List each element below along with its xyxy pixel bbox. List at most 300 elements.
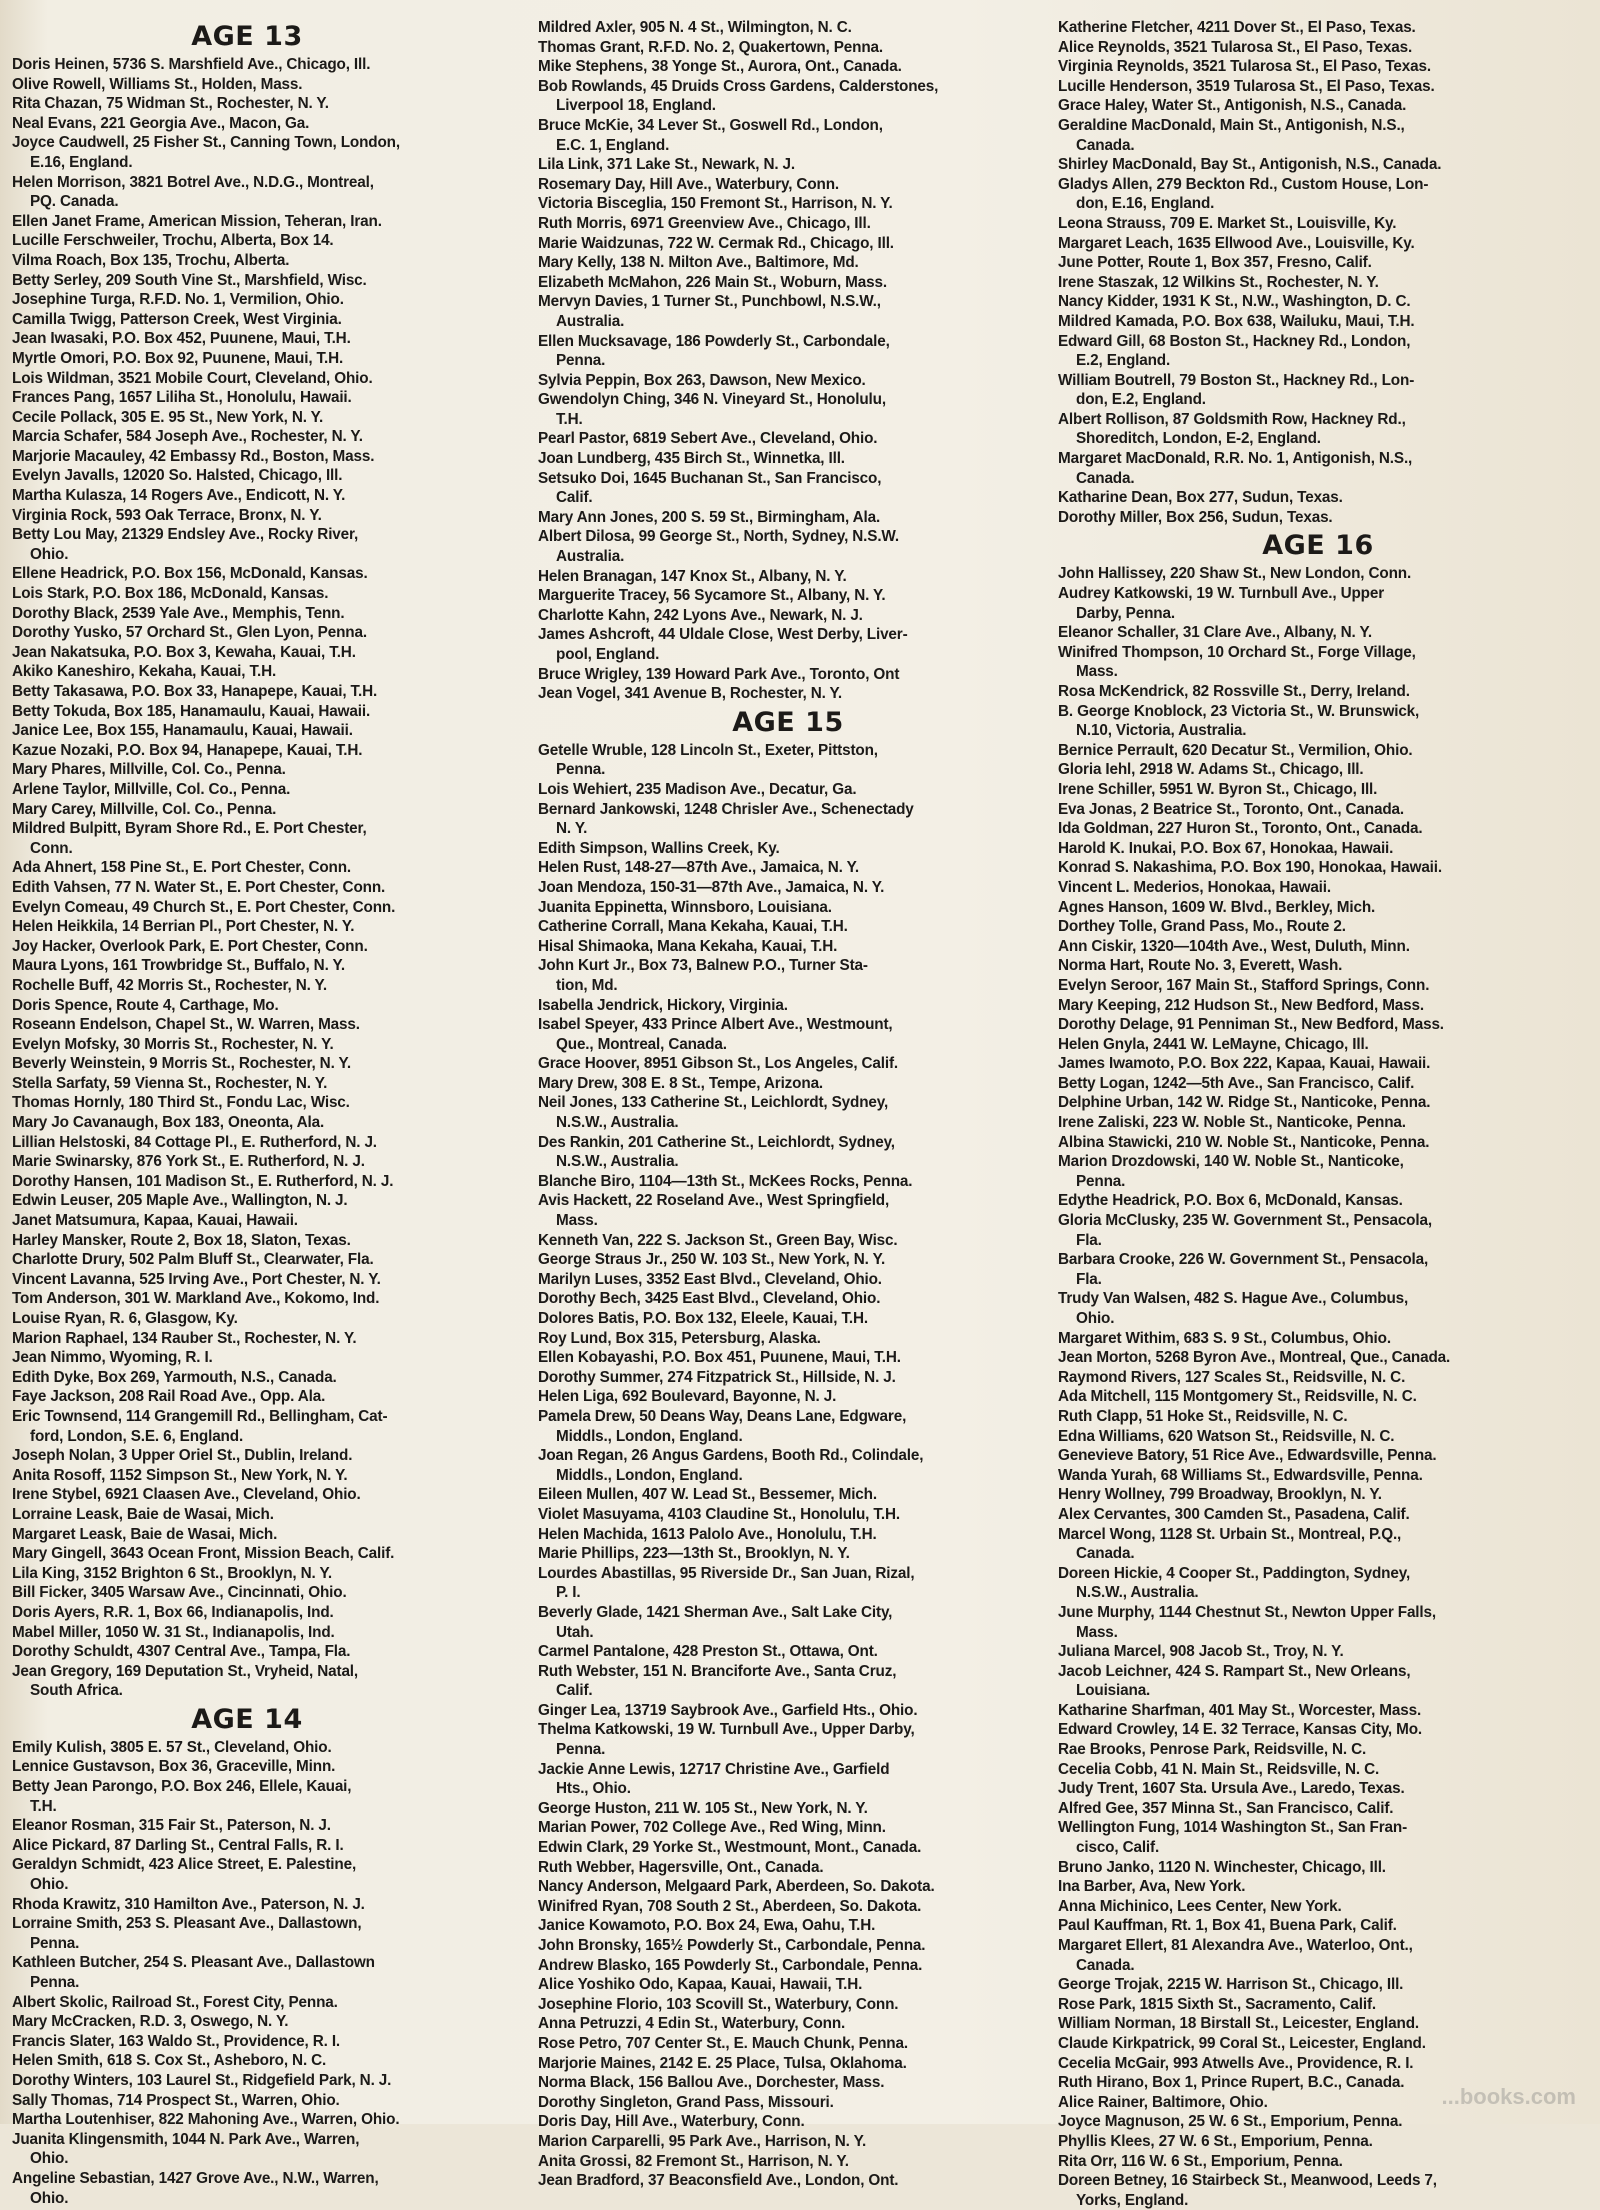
entry-text: Jean Vogel, 341 Avenue B, Rochester, N. Y. — [538, 685, 843, 703]
entry-text: Margaret Withim, 683 S. 9 St., Columbus, Ohio. — [1058, 1329, 1391, 1347]
pen-pal-entry — [1058, 116, 1578, 155]
entry-text: Jean Morton, 5268 Byron Ave., Montreal, Que., Canada. — [1058, 1349, 1451, 1367]
pen-pal-entry — [1058, 96, 1578, 116]
pen-pal-entry — [538, 586, 1038, 606]
pen-pal-entry — [1058, 1662, 1578, 1701]
pen-pal-entry — [538, 2152, 1038, 2172]
pen-pal-entry — [1058, 878, 1578, 898]
entry-text: Winifred Ryan, 708 South 2 St., Aberdeen, So. Dakota. — [538, 1897, 922, 1915]
pen-pal-entry — [1058, 449, 1578, 488]
pen-pal-entry — [538, 2073, 1038, 2093]
entry-text: Edna Williams, 620 Watson St., Reidsville, N. C. — [1058, 1427, 1395, 1445]
entry-text: Marie Waidzunas, 722 W. Cermak Rd., Chicago, Ill. — [538, 234, 894, 252]
pen-pal-entry — [12, 1855, 482, 1894]
pen-pal-entry — [538, 155, 1038, 175]
pen-pal-entry — [538, 1877, 1038, 1897]
pen-pal-entry — [12, 878, 482, 898]
pen-pal-entry — [538, 1544, 1038, 1564]
pen-pal-entry — [12, 1329, 482, 1349]
pen-pal-entry — [12, 271, 482, 291]
entry-continuation: Ohio. — [30, 2189, 69, 2207]
entry-text: Bernice Perrault, 620 Decatur St., Vermilion, Ohio. — [1058, 741, 1413, 759]
pen-pal-entry — [1058, 1720, 1578, 1740]
pen-pal-entry — [12, 75, 482, 95]
entry-text: Rose Park, 1815 Sixth St., Sacramento, Calif. — [1058, 1995, 1377, 2013]
pen-pal-entry — [12, 662, 482, 682]
entry-text: Sylvia Peppin, Box 263, Dawson, New Mexico. — [538, 371, 866, 389]
pen-pal-entry — [1058, 1054, 1578, 1074]
entry-text: Stella Sarfaty, 59 Vienna St., Rochester, N. Y. — [12, 1074, 328, 1092]
pen-pal-entry — [538, 18, 1038, 38]
entry-text: Victoria Bisceglia, 150 Fremont St., Harrison, N. Y. — [538, 195, 893, 213]
entry-text: Mike Stephens, 38 Yonge St., Aurora, Ont., Canada. — [538, 58, 902, 76]
pen-pal-entry — [1058, 1975, 1578, 1995]
pen-pal-entry — [1058, 273, 1578, 293]
entry-text: Dorothy Singleton, Grand Pass, Missouri. — [538, 2093, 834, 2111]
pen-pal-entry — [538, 2171, 1038, 2191]
entry-text: Isabel Speyer, 433 Prince Albert Ave., Westmount, — [538, 1016, 893, 1034]
pen-pal-entry — [1058, 1035, 1578, 1055]
entry-text: Anna Petruzzi, 4 Edin St., Waterbury, Conn. — [538, 2015, 846, 2033]
entry-text: Eric Townsend, 114 Grangemill Rd., Bellingham, Cat- — [12, 1407, 388, 1425]
pen-pal-entry — [1058, 1799, 1578, 1819]
entry-text: Wanda Yurah, 68 Williams St., Edwardsville, Penna. — [1058, 1466, 1423, 1484]
pen-pal-entry — [12, 94, 482, 114]
pen-pal-entry — [538, 1015, 1038, 1054]
entry-text: Doris Spence, Route 4, Carthage, Mo. — [12, 996, 279, 1014]
entry-continuation: tion, Md. — [556, 976, 618, 994]
pen-pal-entry — [538, 1485, 1038, 1505]
entry-text: Anita Rosoff, 1152 Simpson St., New York, N. Y. — [12, 1466, 348, 1484]
pen-pal-entry — [12, 1836, 482, 1856]
entry-text: Bruce McKie, 34 Lever St., Goswell Rd., London, — [538, 116, 883, 134]
entry-text: Rose Petro, 707 Center St., E. Mauch Chunk, Penna. — [538, 2034, 908, 2052]
entry-continuation: Liverpool 18, England. — [556, 97, 716, 115]
pen-pal-entry — [12, 1466, 482, 1486]
entry-text: Vilma Roach, Box 135, Trochu, Alberta. — [12, 251, 290, 269]
pen-pal-entry — [538, 1858, 1038, 1878]
entry-continuation: Canada. — [1076, 1956, 1135, 1974]
pen-pal-entry — [1058, 57, 1578, 77]
entry-continuation: PQ. Canada. — [30, 193, 119, 211]
pen-pal-entry — [12, 251, 482, 271]
entry-text: Juliana Marcel, 908 Jacob St., Troy, N. Y. — [1058, 1643, 1344, 1661]
entry-text: James Ashcroft, 44 Uldale Close, West Derby, Liver- — [538, 626, 908, 644]
pen-pal-entry — [538, 234, 1038, 254]
entry-text: Gloria Iehl, 2918 W. Adams St., Chicago, Ill. — [1058, 761, 1364, 779]
entry-text: Jacob Leichner, 424 S. Rampart St., New Orleans, — [1058, 1662, 1411, 1680]
pen-pal-entry — [12, 1757, 482, 1777]
pen-pal-entry — [538, 38, 1038, 58]
entry-text: Rosemary Day, Hill Ave., Waterbury, Conn. — [538, 175, 839, 193]
pen-pal-entry — [1058, 1368, 1578, 1388]
pen-pal-entry — [538, 1956, 1038, 1976]
entry-text: Lucille Henderson, 3519 Tularosa St., El Paso, Texas. — [1058, 77, 1435, 95]
pen-pal-entry — [538, 1368, 1038, 1388]
pen-pal-entry — [12, 1777, 482, 1816]
entry-text: John Kurt Jr., Box 73, Balnew P.O., Turner Sta- — [538, 957, 868, 975]
entry-text: Rita Orr, 116 W. 6 St., Emporium, Penna. — [1058, 2152, 1343, 2170]
entry-text: Lois Wehiert, 235 Madison Ave., Decatur, Ga. — [538, 780, 857, 798]
pen-pal-entry — [1058, 77, 1578, 97]
entry-continuation: Fla. — [1076, 1231, 1102, 1249]
entry-text: Edward Gill, 68 Boston St., Hackney Rd., London, — [1058, 332, 1411, 350]
entry-text: Katharine Sharfman, 401 May St., Worcester, Mass. — [1058, 1701, 1422, 1719]
pen-pal-entry — [1058, 800, 1578, 820]
age-heading: AGE 14 — [191, 1703, 303, 1735]
pen-pal-entry — [1058, 1289, 1578, 1328]
pen-pal-entry — [1058, 1191, 1578, 1211]
pen-pal-entry — [538, 527, 1038, 566]
pen-pal-entry — [12, 1544, 482, 1564]
entry-text: Edith Vahsen, 77 N. Water St., E. Port Chester, Conn. — [12, 878, 386, 896]
pen-pal-entry — [12, 1054, 482, 1074]
entry-text: Kazue Nozaki, P.O. Box 94, Hanapepe, Kauai, T.H. — [12, 741, 363, 759]
pen-pal-entry — [538, 1525, 1038, 1545]
pen-pal-entry — [12, 643, 482, 663]
entry-text: Judy Trent, 1607 Sta. Ursula Ave., Laredo, Texas. — [1058, 1780, 1405, 1798]
pen-pal-entry — [12, 466, 482, 486]
pen-pal-entry — [538, 2132, 1038, 2152]
entry-text: Eleanor Schaller, 31 Clare Ave., Albany, N. Y. — [1058, 624, 1372, 642]
pen-pal-entry — [1058, 2112, 1578, 2132]
entry-continuation: Penna. — [556, 761, 606, 779]
entry-text: Myrtle Omori, P.O. Box 92, Puunene, Maui, T.H. — [12, 349, 344, 367]
entry-text: Hisal Shimaoka, Mana Kekaha, Kauai, T.H. — [538, 937, 838, 955]
entry-text: Dolores Batis, P.O. Box 132, Eleele, Kauai, T.H. — [538, 1310, 869, 1327]
pen-pal-entry — [12, 1113, 482, 1133]
pen-pal-entry — [1058, 1701, 1578, 1721]
entry-text: Pearl Pastor, 6819 Sebert Ave., Cleveland, Ohio. — [538, 430, 878, 448]
entry-text: Martha Loutenhiser, 822 Mahoning Ave., Warren, Ohio. — [12, 2111, 400, 2129]
entry-text: Marcel Wong, 1128 St. Urbain St., Montreal, P.Q., — [1058, 1525, 1402, 1543]
entry-continuation: Australia. — [556, 312, 625, 330]
pen-pal-entry — [12, 702, 482, 722]
entry-text: Charlotte Drury, 502 Palm Bluff St., Clearwater, Fla. — [12, 1251, 374, 1269]
pen-pal-entry — [12, 800, 482, 820]
pen-pal-entry — [12, 1564, 482, 1584]
entry-text: Irene Zaliski, 223 W. Noble St., Nanticoke, Penna. — [1058, 1114, 1406, 1132]
entry-text: Dorothy Black, 2539 Yale Ave., Memphis, Tenn. — [12, 604, 345, 622]
pen-pal-entry — [12, 858, 482, 878]
entry-text: Eva Jonas, 2 Beatrice St., Toronto, Ont., Canada. — [1058, 800, 1404, 818]
pen-pal-entry — [12, 1407, 482, 1446]
pen-pal-entry — [12, 55, 482, 75]
entry-continuation: Middls., London, England. — [556, 1466, 743, 1484]
entry-continuation: T.H. — [30, 1797, 57, 1815]
entry-text: Doris Heinen, 5736 S. Marshfield Ave., Chicago, Ill. — [12, 56, 371, 73]
column-3 — [1058, 18, 1578, 2209]
pen-pal-entry — [1058, 234, 1578, 254]
entry-text: Doreen Hickie, 4 Cooper St., Paddington, Sydney, — [1058, 1564, 1411, 1582]
pen-pal-entry — [538, 839, 1038, 859]
entry-text: Trudy Van Walsen, 482 S. Hague Ave., Columbus, — [1058, 1290, 1409, 1308]
entry-text: Anna Michinico, Lees Center, New York. — [1058, 1897, 1342, 1915]
pen-pal-entry — [12, 1505, 482, 1525]
entry-text: Thelma Katkowski, 19 W. Turnbull Ave., Upper Darby, — [538, 1721, 915, 1739]
pen-pal-entry — [12, 819, 482, 858]
pen-pal-entry — [12, 1093, 482, 1113]
pen-pal-entry — [12, 1250, 482, 1270]
pen-pal-entry — [1058, 410, 1578, 449]
column-2 — [538, 18, 1038, 2190]
pen-pal-entry — [12, 525, 482, 564]
pen-pal-entry — [1058, 917, 1578, 937]
pen-pal-entry — [538, 741, 1038, 780]
pen-pal-entry — [12, 388, 482, 408]
entry-text: Marian Power, 702 College Ave., Red Wing, Minn. — [538, 1819, 886, 1837]
entry-text: Irene Stybel, 6921 Claasen Ave., Cleveland, Ohio. — [12, 1486, 361, 1504]
entry-text: Lillian Helstoski, 84 Cottage Pl., E. Rutherford, N. J. — [12, 1133, 377, 1151]
entry-text: George Huston, 211 W. 105 St., New York, N. Y. — [538, 1799, 868, 1817]
pen-pal-entry — [12, 1368, 482, 1388]
pen-pal-entry — [538, 2054, 1038, 2074]
pen-pal-entry — [538, 1329, 1038, 1349]
entry-text: Mabel Miller, 1050 W. 31 St., Indianapolis, Ind. — [12, 1623, 335, 1641]
pen-pal-entry — [538, 1936, 1038, 1956]
entry-text: Joan Mendoza, 150-31—87th Ave., Jamaica, N. Y. — [538, 878, 885, 896]
entry-text: Helen Branagan, 147 Knox St., Albany, N. Y. — [538, 567, 847, 585]
entry-text: Shirley MacDonald, Bay St., Antigonish, N.S., Canada. — [1058, 156, 1442, 174]
entry-text: Helen Heikkila, 14 Berrian Pl., Port Chester, N. Y. — [12, 918, 355, 936]
pen-pal-entry — [1058, 253, 1578, 273]
pen-pal-entry — [12, 1446, 482, 1466]
pen-pal-entry — [1058, 858, 1578, 878]
entry-text: Neal Evans, 221 Georgia Ave., Macon, Ga. — [12, 114, 310, 132]
entry-text: Beverly Glade, 1421 Sherman Ave., Salt Lake City, — [538, 1603, 893, 1621]
pen-pal-entry — [1058, 1916, 1578, 1936]
pen-pal-entry — [1058, 1250, 1578, 1289]
entry-text: Bernard Jankowski, 1248 Chrisler Ave., Schenectady — [538, 800, 914, 818]
entry-continuation: E.C. 1, England. — [556, 136, 670, 154]
pen-pal-entry — [1058, 1564, 1578, 1603]
pen-pal-entry — [538, 214, 1038, 234]
pen-pal-entry — [538, 1133, 1038, 1172]
entry-continuation: Penna. — [1076, 1172, 1126, 1190]
pen-pal-entry — [538, 2112, 1038, 2132]
entry-continuation: T.H. — [556, 410, 583, 428]
entry-text: Edwin Clark, 29 Yorke St., Westmount, Mont., Canada. — [538, 1839, 922, 1857]
pen-pal-entry — [538, 1662, 1038, 1701]
pen-pal-entry — [1058, 1897, 1578, 1917]
entry-text: Joyce Magnuson, 25 W. 6 St., Emporium, Penna. — [1058, 2113, 1403, 2131]
pen-pal-entry — [1058, 2014, 1578, 2034]
column-1 — [12, 18, 482, 2207]
pen-pal-entry — [538, 371, 1038, 391]
entry-text: Mary Jo Cavanaugh, Box 183, Oneonta, Ala. — [12, 1114, 325, 1132]
entry-text: Dorothy Winters, 103 Laurel St., Ridgefield Park, N. J. — [12, 2071, 392, 2089]
pen-pal-entry — [538, 996, 1038, 1016]
entry-text: Leona Strauss, 709 E. Market St., Louisville, Ky. — [1058, 214, 1397, 232]
pen-pal-entry — [538, 273, 1038, 293]
pen-pal-entry — [12, 1525, 482, 1545]
entry-text: Marion Drozdowski, 140 W. Noble St., Nanticoke, — [1058, 1153, 1404, 1171]
pen-pal-entry — [538, 1054, 1038, 1074]
entry-text: Norma Hart, Route No. 3, Everett, Wash. — [1058, 957, 1343, 975]
entry-text: Josephine Turga, R.F.D. No. 1, Vermilion, Ohio. — [12, 291, 344, 309]
entry-text: Des Rankin, 201 Catherine St., Leichlordt, Sydney, — [538, 1133, 895, 1151]
entry-text: Elizabeth McMahon, 226 Main St., Woburn, Mass. — [538, 273, 887, 291]
entry-text: Dorothy Bech, 3425 East Blvd., Cleveland, Ohio. — [538, 1290, 881, 1308]
entry-text: Margaret Ellert, 81 Alexandra Ave., Waterloo, Ont., — [1058, 1937, 1413, 1954]
pen-pal-entry — [12, 1270, 482, 1290]
pen-pal-entry — [1058, 1740, 1578, 1760]
entry-text: Avis Hackett, 22 Roseland Ave., West Springfield, — [538, 1192, 890, 1210]
pen-pal-entry — [12, 721, 482, 741]
pen-pal-entry — [12, 1172, 482, 1192]
entry-text: Marcia Schafer, 584 Joseph Ave., Rochester, N. Y. — [12, 428, 363, 446]
entry-continuation: Mass. — [1076, 1623, 1118, 1641]
pen-pal-entry — [1058, 1858, 1578, 1878]
pen-pal-entry — [12, 2012, 482, 2032]
entry-text: Joy Hacker, Overlook Park, E. Port Chester, Conn. — [12, 937, 368, 955]
pen-pal-entry — [538, 175, 1038, 195]
pen-pal-entry — [538, 665, 1038, 685]
pen-pal-entry — [1058, 1074, 1578, 1094]
entry-text: Marjorie Macauley, 42 Embassy Rd., Boston, Mass. — [12, 447, 375, 465]
pen-pal-entry — [1058, 780, 1578, 800]
entry-text: Lennice Gustavson, Box 36, Graceville, Minn. — [12, 1758, 336, 1776]
pen-pal-entry — [538, 1505, 1038, 1525]
pen-pal-entry — [12, 1309, 482, 1329]
entry-text: Lila King, 3152 Brighton 6 St., Brooklyn, N. Y. — [12, 1564, 332, 1582]
pen-pal-entry — [12, 760, 482, 780]
entry-text: Isabella Jendrick, Hickory, Virginia. — [538, 996, 788, 1014]
pen-pal-entry — [12, 1348, 482, 1368]
entry-text: Dorothy Yusko, 57 Orchard St., Glen Lyon, Penna. — [12, 624, 367, 642]
entry-text: Lorraine Smith, 253 S. Pleasant Ave., Dallastown, — [12, 1915, 362, 1933]
entry-text: Audrey Katkowski, 19 W. Turnbull Ave., Upper — [1058, 585, 1385, 603]
entry-continuation: E.2, England. — [1076, 352, 1171, 370]
pen-pal-entry — [12, 996, 482, 1016]
pen-pal-entry — [12, 1914, 482, 1953]
entry-text: James Iwamoto, P.O. Box 222, Kapaa, Kauai, Hawaii. — [1058, 1055, 1431, 1073]
entry-text: Jean Gregory, 169 Deputation St., Vryheid, Natal, — [12, 1662, 359, 1680]
pen-pal-entry — [538, 1093, 1038, 1132]
pen-pal-entry — [1058, 1348, 1578, 1368]
pen-pal-entry — [1058, 508, 1578, 528]
entry-text: Alice Pickard, 87 Darling St., Central Falls, R. I. — [12, 1836, 344, 1854]
pen-pal-entry — [1058, 1760, 1578, 1780]
pen-pal-entry — [12, 1623, 482, 1643]
pen-pal-entry — [12, 133, 482, 172]
entry-text: Rochelle Buff, 42 Morris St., Rochester, N. Y. — [12, 976, 327, 994]
pen-pal-entry — [538, 1172, 1038, 1192]
age-heading: AGE 13 — [191, 21, 303, 52]
pen-pal-entry — [1058, 18, 1578, 38]
entry-text: Doris Day, Hill Ave., Waterbury, Conn. — [538, 2113, 805, 2131]
entry-text: Betty Takasawa, P.O. Box 33, Hanapepe, Kauai, T.H. — [12, 683, 378, 700]
entry-text: Janice Kowamoto, P.O. Box 24, Ewa, Oahu, T.H. — [538, 1917, 876, 1935]
entry-continuation: ford, London, S.E. 6, England. — [30, 1427, 244, 1445]
entry-text: Ginger Lea, 13719 Saybrook Ave., Garfield Hts., Ohio. — [538, 1701, 918, 1719]
watermark: ...books.com — [1441, 2084, 1576, 2109]
pen-pal-entry — [1058, 702, 1578, 741]
entry-continuation: N.10, Victoria, Australia. — [1076, 722, 1247, 740]
pen-pal-entry — [12, 2091, 482, 2111]
pen-pal-entry — [1058, 1211, 1578, 1250]
entry-text: Marguerite Tracey, 56 Sycamore St., Albany, N. Y. — [538, 587, 886, 605]
entry-text: Delphine Urban, 142 W. Ridge St., Nanticoke, Penna. — [1058, 1094, 1431, 1112]
entry-text: Margaret Leask, Baie de Wasai, Mich. — [12, 1525, 278, 1543]
entry-continuation: Conn. — [30, 839, 73, 857]
pen-pal-entry — [538, 800, 1038, 839]
entry-continuation: Fla. — [1076, 1270, 1102, 1288]
pen-pal-entry — [1058, 214, 1578, 234]
entry-continuation: Ohio. — [30, 1876, 69, 1894]
entry-text: Lila Link, 371 Lake St., Newark, N. J. — [538, 156, 796, 174]
pen-pal-entry — [12, 486, 482, 506]
pen-pal-entry — [538, 898, 1038, 918]
pen-pal-entry — [12, 290, 482, 310]
pen-pal-entry — [538, 1191, 1038, 1230]
pen-pal-entry — [1058, 1407, 1578, 1427]
pen-pal-entry — [538, 292, 1038, 331]
entry-text: Claude Kirkpatrick, 99 Coral St., Leicester, England. — [1058, 2034, 1426, 2052]
entry-text: Alex Cervantes, 300 Camden St., Pasadena, Calif. — [1058, 1505, 1410, 1523]
pen-pal-entry — [12, 741, 482, 761]
entry-text: Cecile Pollack, 305 E. 95 St., New York, N. Y. — [12, 408, 324, 426]
pen-pal-entry — [538, 1074, 1038, 1094]
entry-text: Joan Lundberg, 435 Birch St., Winnetka, Ill. — [538, 450, 845, 468]
entry-continuation: Louisiana. — [1076, 1682, 1151, 1700]
pen-pal-entry — [538, 1799, 1038, 1819]
entry-text: Mervyn Davies, 1 Turner St., Punchbowl, N.S.W., — [538, 293, 881, 311]
pen-pal-entry — [12, 2071, 482, 2091]
entry-continuation: Darby, Penna. — [1076, 604, 1175, 622]
entry-text: Mildred Axler, 905 N. 4 St., Wilmington, N. C. — [538, 19, 852, 36]
pen-pal-entry — [12, 976, 482, 996]
entry-text: Rhoda Krawitz, 310 Hamilton Ave., Paterson, N. J. — [12, 1895, 365, 1913]
pen-pal-entry — [1058, 1446, 1578, 1466]
entry-text: Anita Grossi, 82 Fremont St., Harrison, N. Y. — [538, 2152, 849, 2170]
entry-text: Margaret MacDonald, R.R. No. 1, Antigonish, N.S., — [1058, 450, 1413, 468]
entry-continuation: don, E.16, England. — [1076, 195, 1215, 213]
entry-continuation: N.S.W., Australia. — [556, 1153, 679, 1171]
entry-text: Konrad S. Nakashima, P.O. Box 190, Honokaa, Hawaii. — [1058, 859, 1442, 877]
entry-text: Henry Wollney, 799 Broadway, Brooklyn, N. Y. — [1058, 1486, 1382, 1504]
entry-text: Emily Kulish, 3805 E. 57 St., Cleveland, Ohio. — [12, 1738, 332, 1756]
pen-pal-entry — [12, 231, 482, 251]
entry-text: Gloria McClusky, 235 W. Government St., Pensacola, — [1058, 1212, 1432, 1230]
pen-pal-entry — [12, 1603, 482, 1623]
entry-continuation: E.16, England. — [30, 153, 133, 171]
entry-text: Harold K. Inukai, P.O. Box 67, Honokaa, Hawaii. — [1058, 839, 1394, 857]
entry-text: Winifred Thompson, 10 Orchard St., Forge Village, — [1058, 643, 1416, 661]
pen-pal-entry — [538, 1407, 1038, 1446]
entry-text: Jean Bradford, 37 Beaconsfield Ave., London, Ont. — [538, 2172, 899, 2190]
entry-text: Margaret Leach, 1635 Ellwood Ave., Louisville, Ky. — [1058, 234, 1415, 252]
entry-text: Lorraine Leask, Baie de Wasai, Mich. — [12, 1505, 274, 1523]
pen-pal-entry — [12, 349, 482, 369]
entry-text: Frances Pang, 1657 Liliha St., Honolulu, Hawaii. — [12, 389, 352, 407]
entry-text: Setsuko Doi, 1645 Buchanan St., San Francisco, — [538, 469, 882, 487]
pen-pal-entry — [538, 116, 1038, 155]
pen-pal-entry — [538, 390, 1038, 429]
pen-pal-entry — [1058, 996, 1578, 1016]
entry-text: Bob Rowlands, 45 Druids Cross Gardens, Calderstones, — [538, 77, 939, 95]
entry-text: Mary Gingell, 3643 Ocean Front, Mission Beach, Calif. — [12, 1545, 395, 1563]
pen-pal-entry — [1058, 38, 1578, 58]
entry-text: Agnes Hanson, 1609 W. Blvd., Berkley, Mich. — [1058, 898, 1376, 916]
entry-text: Evelyn Seroor, 167 Main St., Stafford Springs, Conn. — [1058, 976, 1430, 994]
entry-text: Edward Crowley, 14 E. 32 Terrace, Kansas City, Mo. — [1058, 1721, 1423, 1739]
entry-text: Vincent Lavanna, 525 Irving Ave., Port Chester, N. Y. — [12, 1270, 381, 1288]
entry-text: Getelle Wruble, 128 Lincoln St., Exeter, Pittston, — [538, 741, 878, 759]
pen-pal-entry — [1058, 2132, 1578, 2152]
entry-text: Ada Ahnert, 158 Pine St., E. Port Chester, Conn. — [12, 859, 352, 877]
entry-text: Rae Brooks, Penrose Park, Reidsville, N. C. — [1058, 1741, 1367, 1759]
